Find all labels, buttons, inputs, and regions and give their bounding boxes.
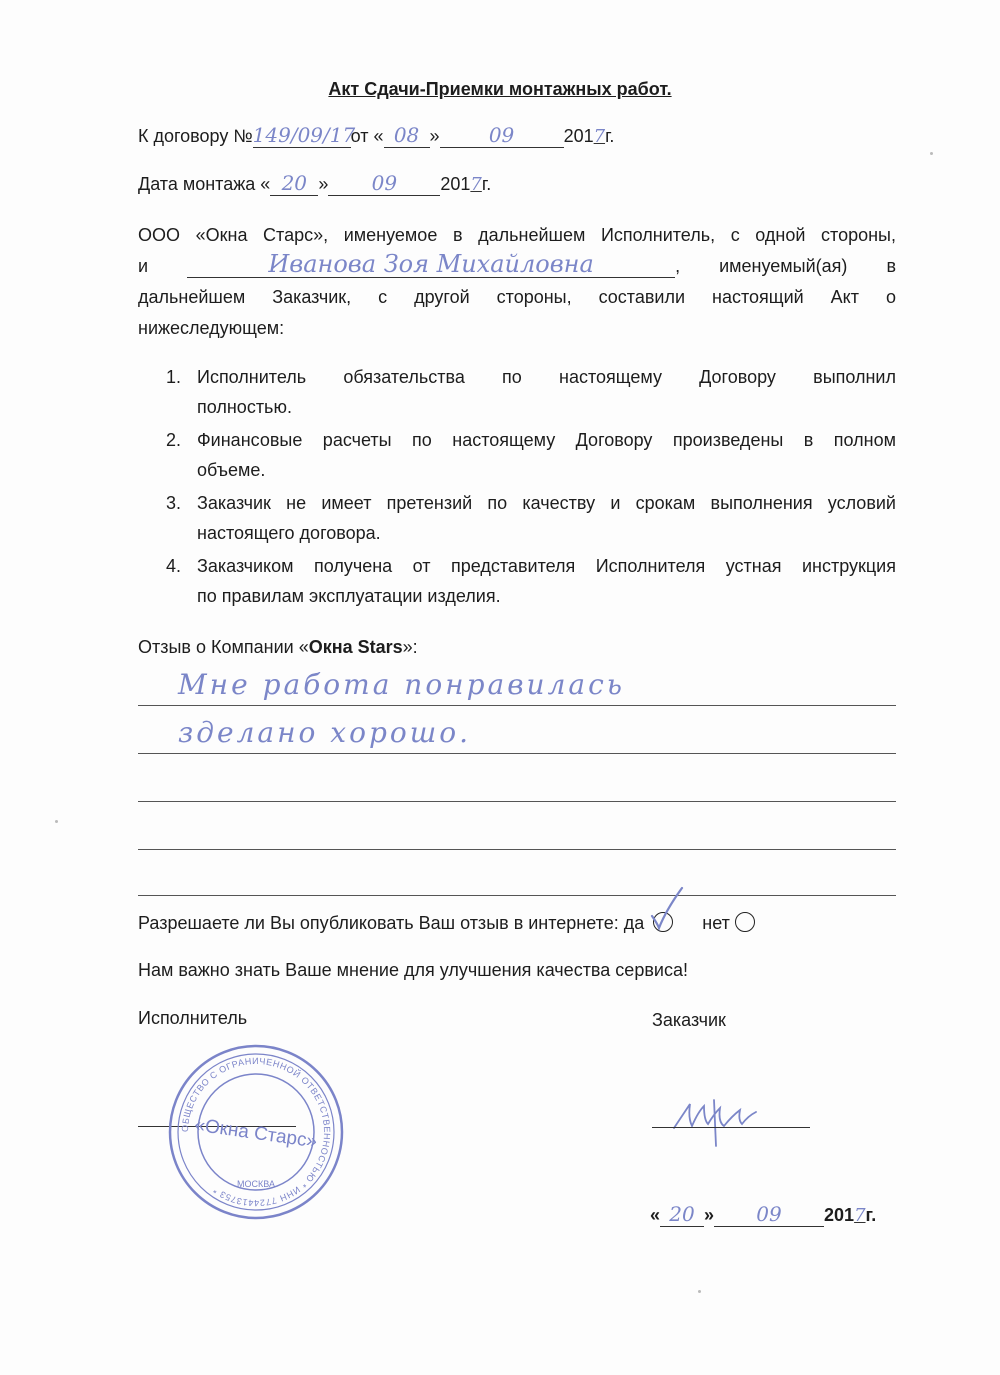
customer-name: Иванова Зоя Михайловна xyxy=(268,250,594,278)
install-day-field xyxy=(270,172,318,196)
list-item xyxy=(166,425,896,485)
signature-date-line xyxy=(650,1203,876,1227)
sig-month: 09 xyxy=(756,1202,782,1226)
publish-no-checkbox[interactable] xyxy=(735,912,755,932)
customer-name-group xyxy=(187,251,680,282)
sig-day-field xyxy=(660,1203,704,1227)
customer-label: Заказчик xyxy=(652,1010,726,1030)
contract-month-field xyxy=(440,124,564,148)
scan-speck xyxy=(55,820,58,823)
review-rule xyxy=(138,801,896,802)
list-item-number: 3. xyxy=(166,493,182,513)
contract-day-field xyxy=(384,124,430,148)
list-item xyxy=(166,488,896,548)
terms-list xyxy=(166,362,896,614)
list-item-line: объеме. xyxy=(197,460,266,480)
contract-number-field xyxy=(252,123,356,148)
preamble-and: и xyxy=(138,256,149,276)
contract-from-label: от « xyxy=(350,126,384,146)
review-label-prefix: Отзыв о Компании « xyxy=(138,637,309,657)
install-month: 09 xyxy=(371,171,398,195)
list-item xyxy=(166,362,896,422)
sig-year-suffix: г. xyxy=(865,1205,877,1225)
review-rule xyxy=(138,705,896,706)
preamble-in: в xyxy=(886,256,896,276)
list-item-line: Заказчик не имеет претензий по качеству и срокам выполнения условий xyxy=(197,493,896,513)
review-rule xyxy=(138,753,896,754)
checkmark-icon xyxy=(648,886,682,930)
contract-number: 149/09/17 xyxy=(252,123,356,147)
preamble xyxy=(138,220,896,344)
stamp-ring-text: ОБЩЕСТВО С ОГРАНИЧЕННОЙ ОТВЕТСТВЕННОСТЬЮ * ИНН 7724413753 * xyxy=(179,1055,333,1209)
review-label xyxy=(138,637,418,658)
install-year-prefix: 201 xyxy=(440,174,471,194)
list-item-line: настоящего договора. xyxy=(197,523,381,543)
install-month-field xyxy=(328,172,440,196)
review-handwritten-line-1: Мне работа понравилась xyxy=(178,668,626,701)
executor-label: Исполнитель xyxy=(138,1008,248,1028)
sig-month-field xyxy=(714,1203,824,1227)
scan-speck xyxy=(698,1290,701,1293)
contract-month: 09 xyxy=(488,123,515,147)
contract-prefix: К договору № xyxy=(138,126,253,146)
contract-year-prefix: 201 xyxy=(563,126,594,146)
sig-open-quote: « xyxy=(650,1205,661,1225)
list-item-line: Заказчиком получена от представителя Исполнителя устная инструкция xyxy=(197,556,896,576)
preamble-line-3: дальнейшем Заказчик, с другой стороны, составили настоящий Акт о xyxy=(138,287,896,307)
publish-yes-checkbox[interactable] xyxy=(653,912,673,932)
preamble-comma: , xyxy=(675,256,681,276)
contract-line xyxy=(138,124,614,148)
preamble-line-1: ООО «Окна Старс», именуемое в дальнейшем Исполнитель, с одной стороны, xyxy=(138,225,896,245)
closing-text: Нам важно знать Ваше мнение для улучшения качества сервиса! xyxy=(138,960,688,980)
sig-close-quote: » xyxy=(704,1205,715,1225)
list-item-line: полностью. xyxy=(197,397,292,417)
customer-signature-line xyxy=(652,1127,810,1128)
preamble-line-2 xyxy=(138,251,896,282)
scan-speck xyxy=(930,152,933,155)
review-label-suffix: »: xyxy=(402,637,418,657)
stamp-city: МОСКВА xyxy=(237,1179,275,1189)
install-day: 20 xyxy=(281,171,308,195)
contract-year-suffix: г. xyxy=(605,126,615,146)
list-item-number: 2. xyxy=(166,430,182,450)
preamble-line-4: нижеследующем: xyxy=(138,318,285,338)
publish-no-label: нет xyxy=(702,913,730,933)
customer-name-field xyxy=(187,250,675,278)
list-item-line: Исполнитель обязательства по настоящему Договору выполнил xyxy=(197,367,896,387)
review-handwritten-line-2: зделано хорошо. xyxy=(178,716,472,749)
list-item-line: по правилам эксплуатации изделия. xyxy=(197,586,501,606)
list-item-line: Финансовые расчеты по настоящему Договору произведены в полном xyxy=(197,430,896,450)
review-company: Окна Stars xyxy=(308,637,403,657)
list-item-number: 1. xyxy=(166,367,182,387)
sig-year-prefix: 201 xyxy=(824,1205,855,1225)
review-rule xyxy=(138,849,896,850)
sig-day: 20 xyxy=(669,1202,695,1226)
company-stamp xyxy=(167,1043,345,1221)
contract-day: 08 xyxy=(393,123,420,147)
install-close-quote: » xyxy=(318,174,329,194)
publish-question: Разрешаете ли Вы опубликовать Ваш отзыв в интернете: да xyxy=(138,913,645,933)
list-item-number: 4. xyxy=(166,556,182,576)
install-year-digit: 7 xyxy=(470,174,482,195)
install-date-line xyxy=(138,172,491,196)
publish-question-line xyxy=(138,912,755,934)
contract-close-quote: » xyxy=(429,126,440,146)
stamp-center-text: «Окна Старс» xyxy=(193,1114,319,1153)
sig-year-digit: 7 xyxy=(854,1205,866,1226)
preamble-named: именуемый(ая) xyxy=(719,256,848,276)
install-date-prefix: Дата монтажа « xyxy=(138,174,271,194)
contract-year-digit: 7 xyxy=(593,126,606,147)
customer-signature xyxy=(668,1086,768,1148)
install-year-suffix: г. xyxy=(481,174,492,194)
document-title: Акт Сдачи-Приемки монтажных работ. xyxy=(328,79,672,99)
list-item xyxy=(166,551,896,611)
review-rule xyxy=(138,895,896,896)
